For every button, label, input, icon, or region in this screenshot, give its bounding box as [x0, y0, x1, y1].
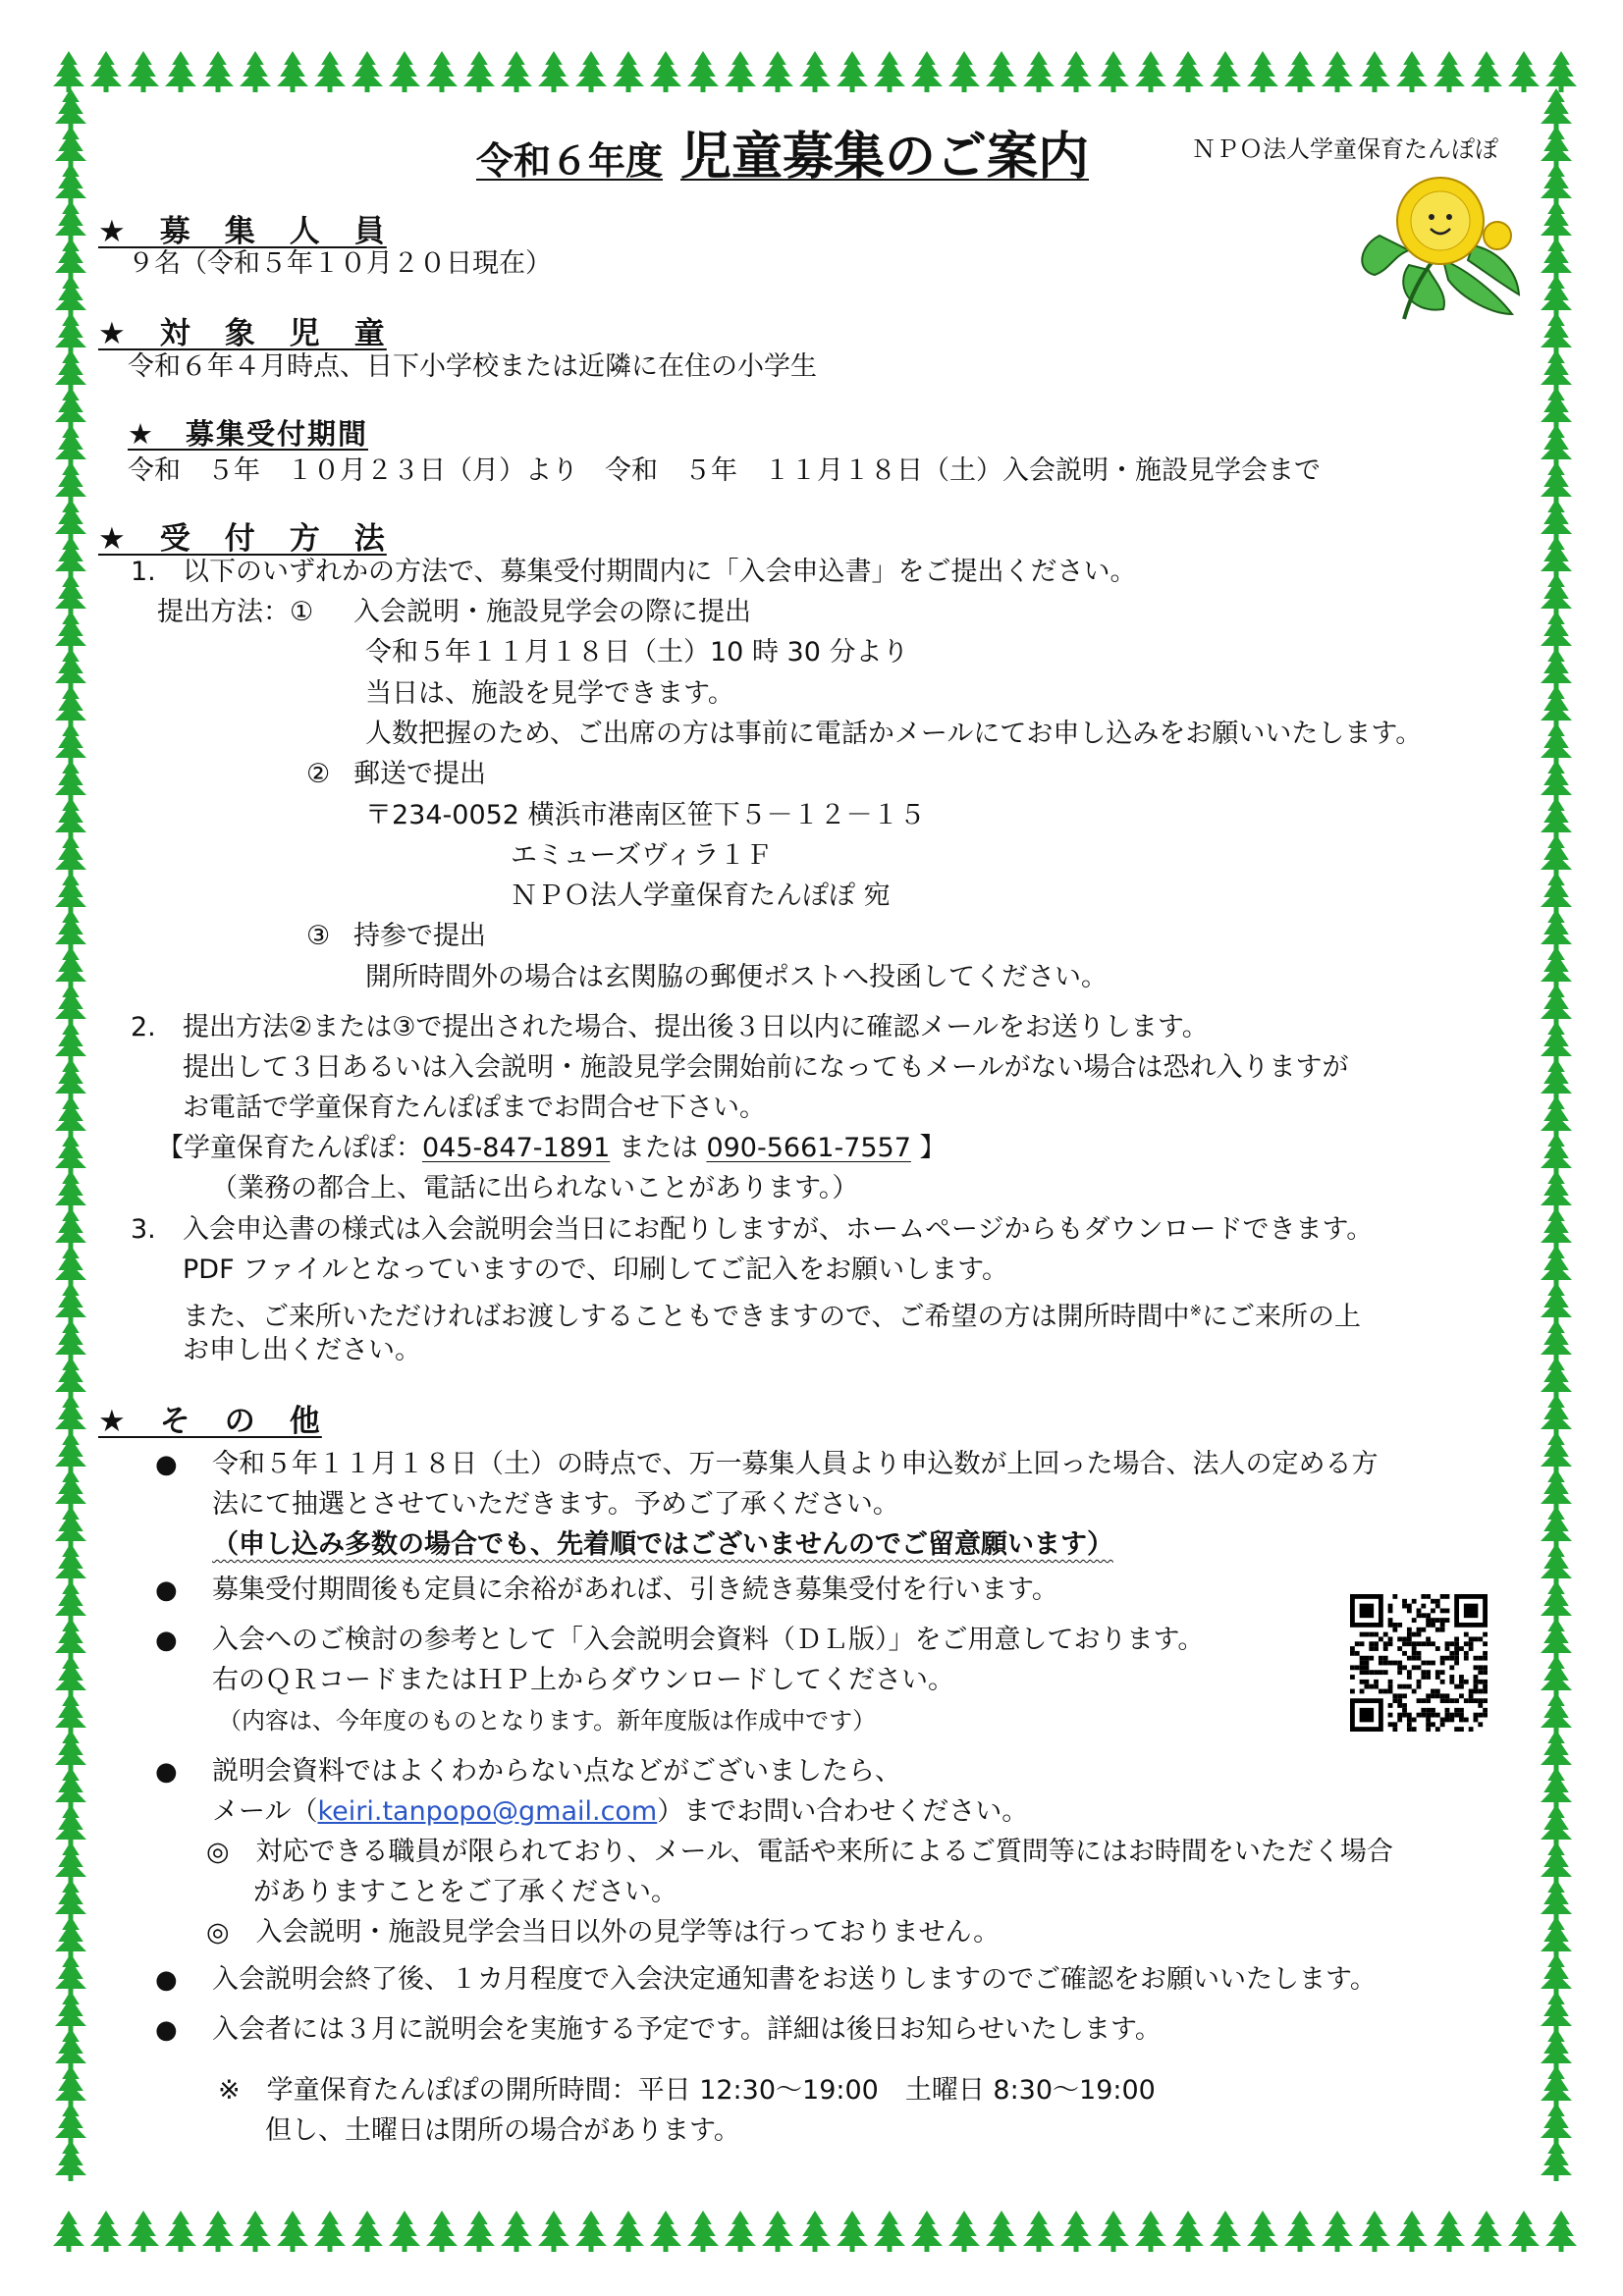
contact-line: [157, 1132, 947, 1165]
tree-icon: [55, 1431, 86, 1472]
tree-icon: [1541, 1916, 1572, 1957]
tree-icon: [1541, 1282, 1572, 1323]
heading-period: ★ 募集受付期間: [128, 417, 368, 451]
tree-icon: [55, 1058, 86, 1099]
method-item2-line1: 提出方法②または③で提出された場合、提出後３日以内に確認メールをお送りします。: [183, 1012, 1209, 1042]
footnote-line1: ※ 学童保育たんぽぽの開所時間：平日 12:30～19:00 土曜日 8:30～19:00: [218, 2075, 1156, 2106]
tree-icon: [55, 2065, 86, 2107]
target-text: 令和６年４月時点、日下小学校または近隣に在住の小学生: [128, 351, 817, 382]
tree-icon: [55, 909, 86, 950]
tree-icon: [1284, 2211, 1316, 2252]
tree-icon: [55, 1991, 86, 2032]
method-item3-line3: [183, 1294, 1361, 1334]
method-item3-num: 3.: [131, 1214, 156, 1245]
tree-icon: [1396, 2211, 1428, 2252]
tree-icon: [1541, 1394, 1572, 1435]
tree-icon: [1541, 1767, 1572, 1808]
method-item2-num: 2.: [131, 1012, 156, 1042]
method-item2-line2: 提出して３日あるいは入会説明・施設見学会開始前になってもメールがない場合は恐れ入りますが: [183, 1052, 1349, 1083]
tree-icon: [1541, 760, 1572, 801]
tree-icon: [55, 1953, 86, 1995]
tree-icon: [314, 51, 346, 92]
tree-icon: [1541, 163, 1572, 204]
tree-icon: [1541, 275, 1572, 316]
tree-icon: [1541, 1170, 1572, 1211]
tree-icon: [1135, 2211, 1166, 2252]
item3-line3a: また、ご来所いただければお渡しすることもできますので、ご希望の方は開所時間中: [183, 1302, 1190, 1332]
contact-prefix: 【学童保育たんぽぽ：: [157, 1133, 422, 1163]
tree-icon: [650, 2211, 681, 2252]
tree-icon: [55, 200, 86, 241]
tree-icon: [55, 872, 86, 913]
tree-icon: [55, 834, 86, 876]
tree-icon: [650, 51, 681, 92]
tree-icon: [55, 984, 86, 1025]
tree-icon: [575, 51, 607, 92]
tree-icon: [55, 1357, 86, 1398]
tree-icon: [55, 1580, 86, 1622]
tree-icon: [55, 499, 86, 540]
other-b3-line3: （内容は、今年度のものとなります。新年度版は作成中です）: [218, 1707, 877, 1735]
method-item1-num: 1.: [131, 557, 156, 587]
tree-icon: [1541, 611, 1572, 652]
tree-icon: [837, 51, 868, 92]
tree-icon: [165, 2211, 196, 2252]
tree-icon: [55, 1394, 86, 1435]
tree-icon: [1541, 200, 1572, 241]
tree-icon: [687, 2211, 719, 2252]
b4-line2a: メール（: [212, 1796, 318, 1827]
tree-icon: [55, 1245, 86, 1286]
tree-icon: [948, 2211, 980, 2252]
tree-icon: [1541, 648, 1572, 689]
bullet-4: ●: [155, 1757, 178, 1787]
contact-mid: または: [610, 1133, 707, 1163]
tree-icon: [762, 51, 793, 92]
other-b3-line1: 入会へのご検討の参考として「入会説明会資料（ＤＬ版）」をご用意しております。: [212, 1625, 1205, 1655]
opt2-title: 郵送で提出: [353, 759, 486, 789]
tree-icon: [1541, 1804, 1572, 1845]
tree-icon: [1247, 51, 1278, 92]
other-b2: 募集受付期間後も定員に余裕があれば、引き続き募集受付を行います。: [212, 1575, 1058, 1605]
tree-icon: [55, 1319, 86, 1361]
tree-icon: [1284, 51, 1316, 92]
item3-sup: ※: [1189, 1302, 1203, 1319]
tree-icon: [55, 2028, 86, 2069]
tree-icon: [463, 51, 495, 92]
tree-icon: [1541, 126, 1572, 167]
heading-target: ★ 対 象 児 童: [98, 316, 387, 351]
method-item2-line3: お電話で学童保育たんぽぽまでお問合せ下さい。: [183, 1093, 766, 1123]
other-b1-line2: 法にて抽選とさせていただきます。予めご了承ください。: [212, 1489, 899, 1520]
tree-icon: [725, 51, 756, 92]
address-line2: エミューズヴィラ１Ｆ: [511, 840, 773, 871]
tree-icon: [1210, 51, 1241, 92]
tree-icon: [55, 1916, 86, 1957]
tree-icon: [799, 2211, 831, 2252]
tree-icon: [55, 1655, 86, 1696]
tree-icon: [55, 126, 86, 167]
opt3-line1: 開所時間外の場合は玄関脇の郵便ポストへ投函してください。: [365, 962, 1108, 992]
tree-icon: [1541, 1692, 1572, 1734]
tree-icon: [1172, 51, 1204, 92]
tree-icon: [986, 51, 1017, 92]
tree-icon: [1396, 51, 1428, 92]
tree-icon: [1322, 51, 1353, 92]
tree-icon: [1541, 461, 1572, 503]
tree-icon: [1541, 573, 1572, 614]
tree-icon: [277, 51, 308, 92]
tree-icon: [1541, 536, 1572, 577]
tree-icon: [1098, 51, 1129, 92]
tree-icon: [1322, 2211, 1353, 2252]
tree-icon: [687, 51, 719, 92]
other-note1-line2: がありますことをご了承ください。: [253, 1877, 677, 1907]
page-title: [476, 115, 1089, 188]
tree-icon: [55, 1767, 86, 1808]
other-b3-line2: 右のＱＲコードまたはＨＰ上からダウンロードしてください。: [212, 1665, 954, 1695]
tree-icon: [1135, 51, 1166, 92]
other-b4-line2: [212, 1795, 1028, 1829]
tree-icon: [55, 611, 86, 652]
other-b5: 入会説明会終了後、１カ月程度で入会決定通知書をお送りしますのでご確認をお願いいたします。: [212, 1964, 1377, 1995]
bullet-2: ●: [155, 1575, 178, 1605]
other-note2: ◎ 入会説明・施設見学会当日以外の見学等は行っておりません。: [206, 1917, 1001, 1948]
tree-icon: [55, 1804, 86, 1845]
tree-icon: [538, 2211, 569, 2252]
tree-icon: [1023, 51, 1055, 92]
tree-icon: [55, 1021, 86, 1062]
tree-icon: [1359, 2211, 1390, 2252]
tree-icon: [55, 1282, 86, 1323]
contact-suffix: 】: [910, 1133, 947, 1163]
opt3-mark: ③: [306, 921, 331, 951]
opt2-mark: ②: [306, 759, 331, 789]
tree-icon: [1541, 685, 1572, 726]
tree-icon: [55, 1468, 86, 1510]
tree-icon: [53, 51, 84, 92]
tree-icon: [389, 51, 420, 92]
tree-icon: [1541, 1879, 1572, 1920]
tree-icon: [55, 1730, 86, 1771]
tree-icon: [1541, 1245, 1572, 1286]
tree-icon: [240, 51, 271, 92]
tree-icon: [463, 2211, 495, 2252]
tree-icon: [1541, 1133, 1572, 1174]
tree-icon: [1023, 2211, 1055, 2252]
tree-icon: [128, 51, 159, 92]
tree-icon: [1541, 1991, 1572, 2032]
tree-icon: [948, 51, 980, 92]
other-b1-line3: （申し込み多数の場合でも、先着順ではございませんのでご留意願います）: [212, 1529, 1113, 1560]
tree-icon: [1541, 872, 1572, 913]
method-item3-line2: PDF ファイルとなっていますので、印刷してご記入をお願いします。: [183, 1255, 1008, 1285]
opt1-line3: 人数把握のため、ご出席の方は事前に電話かメールにてお申し込みをお願いいたします。: [365, 719, 1423, 749]
footnote-line2: 但し、土曜日は閉所の場合があります。: [265, 2115, 740, 2146]
other-b4-line1: 説明会資料ではよくわからない点などがございましたら、: [212, 1756, 901, 1787]
tree-icon: [538, 51, 569, 92]
tree-icon: [128, 2211, 159, 2252]
other-b6: 入会者には３月に説明会を実施する予定です。詳細は後日お知らせいたします。: [212, 2014, 1162, 2045]
tree-icon: [55, 387, 86, 428]
tree-icon: [1545, 2211, 1577, 2252]
tree-icon: [55, 424, 86, 465]
method-item3-line1: 入会申込書の様式は入会説明会当日にお配りしますが、ホームページからもダウンロードできます。: [183, 1214, 1374, 1245]
tree-icon: [55, 163, 86, 204]
tree-icon: [55, 722, 86, 764]
tree-icon: [55, 275, 86, 316]
item3-line3b: にご来所の上: [1202, 1302, 1362, 1332]
opt1-line2: 当日は、施設を見学できます。: [365, 678, 734, 709]
phone-2[interactable]: 090-5661-7557: [706, 1133, 911, 1163]
heading-other: ★ そ の 他: [98, 1404, 322, 1439]
tree-icon: [1508, 2211, 1540, 2252]
tree-icon: [55, 1543, 86, 1584]
tree-icon: [55, 1879, 86, 1920]
tree-icon: [1541, 1730, 1572, 1771]
dandelion-illustration: [1350, 177, 1522, 324]
tree-icon: [837, 2211, 868, 2252]
tree-icon: [911, 51, 943, 92]
tree-icon: [1541, 424, 1572, 465]
tree-icon: [1471, 51, 1502, 92]
tree-icon: [55, 312, 86, 353]
tree-icon: [911, 2211, 943, 2252]
tree-icon: [55, 349, 86, 391]
phone-1[interactable]: 045-847-1891: [422, 1133, 611, 1163]
tree-icon: [799, 51, 831, 92]
tree-icon: [55, 648, 86, 689]
tree-icon: [426, 51, 458, 92]
title-main: 児童募集のご案内: [680, 128, 1090, 187]
tree-icon: [1541, 387, 1572, 428]
tree-icon: [1359, 51, 1390, 92]
tree-icon: [1541, 1953, 1572, 1995]
tree-icon: [53, 2211, 84, 2252]
tree-icon: [1541, 834, 1572, 876]
tree-icon: [165, 51, 196, 92]
address-line1: 〒234-0052 横浜市港南区笹下５－１２－１５: [365, 800, 926, 830]
tree-icon: [1541, 1357, 1572, 1398]
tree-icon: [1172, 2211, 1204, 2252]
tree-icon: [202, 51, 234, 92]
tree-icon: [1060, 2211, 1092, 2252]
tree-icon: [1541, 1543, 1572, 1584]
tree-icon: [240, 2211, 271, 2252]
tree-icon: [314, 2211, 346, 2252]
tree-icon: [55, 1133, 86, 1174]
tree-icon: [1541, 1468, 1572, 1510]
method-item1-text: 以下のいずれかの方法で、募集受付期間内に「入会申込書」をご提出ください。: [183, 557, 1137, 587]
tree-icon: [1541, 1319, 1572, 1361]
qr-code[interactable]: [1350, 1594, 1488, 1732]
tree-icon: [1541, 1021, 1572, 1062]
tree-icon: [501, 2211, 532, 2252]
tree-icon: [1098, 2211, 1129, 2252]
opt1-title: 入会説明・施設見学会の際に提出: [353, 597, 751, 627]
tree-icon: [874, 51, 905, 92]
tree-icon: [426, 2211, 458, 2252]
tree-icon: [55, 1095, 86, 1137]
tree-icon: [1541, 1580, 1572, 1622]
tree-icon: [55, 2140, 86, 2181]
recruit-count-text: ９名（令和５年１０月２０日現在）: [128, 248, 552, 279]
tree-icon: [55, 238, 86, 279]
tree-icon: [725, 2211, 756, 2252]
tree-icon: [986, 2211, 1017, 2252]
bullet-5: ●: [155, 1965, 178, 1995]
tree-icon: [55, 1692, 86, 1734]
tree-icon: [1541, 2140, 1572, 2181]
tree-icon: [55, 2103, 86, 2144]
tree-icon: [55, 536, 86, 577]
tree-icon: [1541, 1506, 1572, 1547]
heading-method: ★ 受 付 方 法: [98, 521, 387, 557]
tree-icon: [1541, 238, 1572, 279]
tree-icon: [202, 2211, 234, 2252]
tree-icon: [1541, 1431, 1572, 1472]
tree-icon: [501, 51, 532, 92]
tree-icon: [1541, 2028, 1572, 2069]
tree-icon: [55, 461, 86, 503]
tree-icon: [1541, 984, 1572, 1025]
email-link[interactable]: keiri.tanpopo@gmail.com: [317, 1796, 658, 1827]
tree-icon: [55, 573, 86, 614]
tree-icon: [1471, 2211, 1502, 2252]
tree-icon: [55, 1618, 86, 1659]
tree-icon: [1541, 722, 1572, 764]
other-note1-line1: ◎ 対応できる職員が限られており、メール、電話や来所によるご質問等にはお時間をいただく場合: [206, 1837, 1393, 1867]
tree-icon: [1434, 51, 1465, 92]
period-text: 令和 ５年 １０月２３日（月）より 令和 ５年 １１月１８日（土）入会説明・施設見学会まで: [128, 455, 1321, 486]
tree-icon: [1247, 2211, 1278, 2252]
tree-icon: [55, 1842, 86, 1883]
tree-icon: [55, 760, 86, 801]
tree-icon: [389, 2211, 420, 2252]
tree-icon: [1541, 1655, 1572, 1696]
tree-icon: [1541, 1842, 1572, 1883]
bullet-3: ●: [155, 1626, 178, 1655]
tree-icon: [352, 51, 383, 92]
tree-icon: [55, 1207, 86, 1249]
tree-icon: [1060, 51, 1092, 92]
tree-icon: [55, 946, 86, 988]
tree-icon: [1541, 312, 1572, 353]
tree-icon: [1541, 1095, 1572, 1137]
tree-icon: [1541, 909, 1572, 950]
tree-icon: [613, 51, 644, 92]
tree-icon: [1541, 88, 1572, 130]
tree-icon: [1210, 2211, 1241, 2252]
tree-icon: [762, 2211, 793, 2252]
tree-icon: [1541, 1618, 1572, 1659]
tree-icon: [90, 51, 122, 92]
tree-icon: [1541, 2103, 1572, 2144]
title-prefix: 令和６年度: [476, 139, 664, 183]
organization-name: ＮＰＯ法人学童保育たんぽぽ: [1192, 135, 1498, 163]
tree-icon: [1541, 1058, 1572, 1099]
tree-icon: [874, 2211, 905, 2252]
opt3-title: 持参で提出: [353, 921, 486, 951]
contact-note: （業務の都合上、電話に出られないことがあります。）: [211, 1173, 859, 1203]
method-item3-line4: お申し出ください。: [183, 1335, 421, 1365]
tree-icon: [1541, 946, 1572, 988]
submit-label: 提出方法：①: [157, 597, 314, 627]
tree-icon: [352, 2211, 383, 2252]
tree-icon: [1434, 2211, 1465, 2252]
bullet-1: ●: [155, 1450, 178, 1479]
other-b1-line1: 令和５年１１月１８日（土）の時点で、万一募集人員より申込数が上回った場合、法人の定める方: [212, 1449, 1379, 1479]
tree-icon: [55, 1170, 86, 1211]
tree-icon: [55, 1506, 86, 1547]
tree-icon: [1541, 797, 1572, 838]
tree-icon: [1508, 51, 1540, 92]
tree-icon: [575, 2211, 607, 2252]
opt1-line1: 令和５年１１月１８日（土）10 時 30 分より: [365, 637, 909, 667]
address-line3: ＮＰＯ法人学童保育たんぽぽ 宛: [511, 881, 891, 911]
b4-line2b: ）までお問い合わせください。: [657, 1796, 1029, 1827]
heading-recruit-count: ★ 募 集 人 員: [98, 214, 387, 249]
tree-icon: [90, 2211, 122, 2252]
tree-icon: [1541, 499, 1572, 540]
tree-icon: [1541, 1207, 1572, 1249]
tree-icon: [55, 88, 86, 130]
tree-icon: [613, 2211, 644, 2252]
tree-icon: [1541, 2065, 1572, 2107]
tree-icon: [1545, 51, 1577, 92]
tree-icon: [55, 797, 86, 838]
tree-icon: [1541, 349, 1572, 391]
tree-icon: [55, 685, 86, 726]
bullet-6: ●: [155, 2015, 178, 2045]
tree-icon: [277, 2211, 308, 2252]
